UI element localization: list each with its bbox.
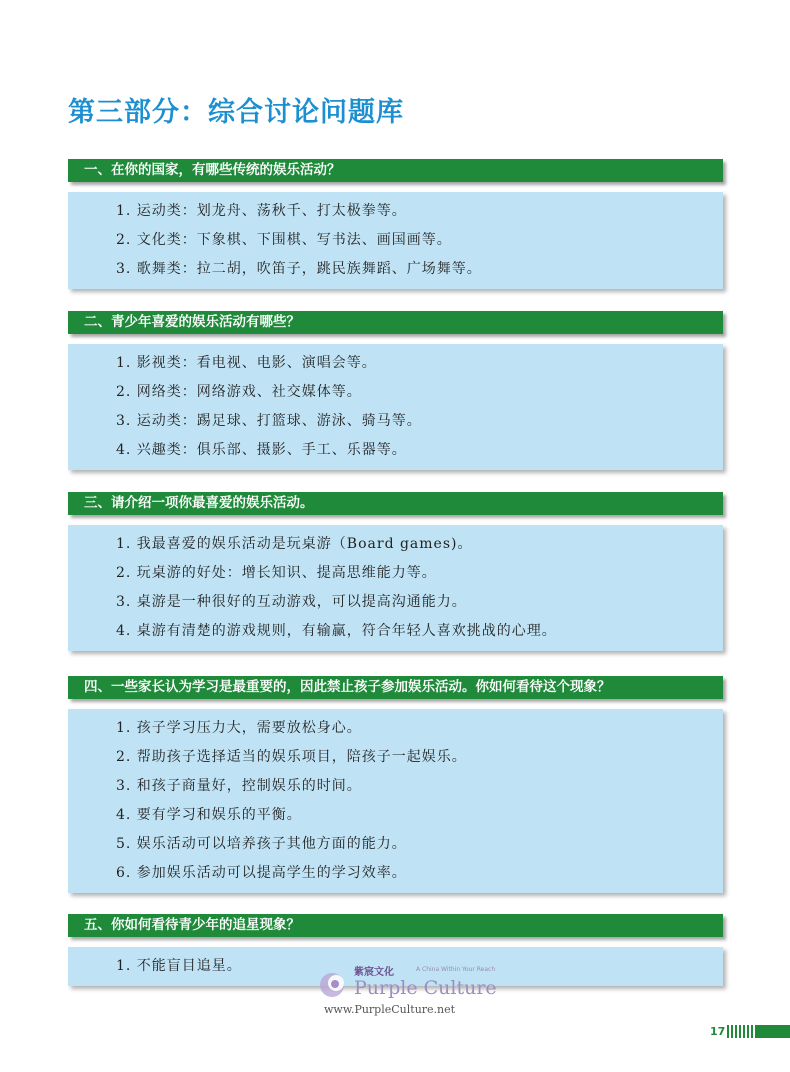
answer-item: 1. 我最喜爱的娱乐活动是玩桌游（Board games)。 xyxy=(116,536,473,552)
page-number: 17 xyxy=(710,1025,726,1038)
answer-item: 4. 兴趣类：俱乐部、摄影、手工、乐器等。 xyxy=(116,442,407,458)
question-heading: 一、在你的国家，有哪些传统的娱乐活动？ xyxy=(68,159,723,182)
answer-item: 2. 网络类：网络游戏、社交媒体等。 xyxy=(116,384,362,400)
question-section-2 xyxy=(68,311,723,470)
question-heading: 四、一些家长认为学习是最重要的，因此禁止孩子参加娱乐活动。你如何看待这个现象？ xyxy=(68,676,723,699)
page-title: 第三部分：综合讨论问题库 xyxy=(68,97,404,128)
answer-item: 3. 歌舞类：拉二胡，吹笛子，跳民族舞蹈、广场舞等。 xyxy=(116,261,482,277)
question-section-3 xyxy=(68,492,723,651)
watermark xyxy=(318,963,548,1023)
answer-item: 3. 和孩子商量好，控制娱乐的时间。 xyxy=(116,778,362,794)
question-section-1 xyxy=(68,159,723,289)
answer-box xyxy=(68,344,723,470)
answer-item: 1. 运动类：划龙舟、荡秋千、打太极拳等。 xyxy=(116,203,407,219)
purple-culture-logo-icon xyxy=(318,967,350,1003)
question-heading: 五、你如何看待青少年的追星现象？ xyxy=(68,914,723,937)
question-heading: 二、青少年喜爱的娱乐活动有哪些？ xyxy=(68,311,723,334)
watermark-url: www.PurpleCulture.net xyxy=(324,1003,456,1016)
answer-item: 1. 孩子学习压力大，需要放松身心。 xyxy=(116,720,362,736)
answer-box xyxy=(68,525,723,651)
watermark-name: Purple Culture xyxy=(354,977,497,999)
answer-item: 6. 参加娱乐活动可以提高学生的学习效率。 xyxy=(116,865,407,881)
page-stripes-decoration xyxy=(727,1025,790,1038)
answer-item: 4. 要有学习和娱乐的平衡。 xyxy=(116,807,302,823)
answer-item: 5. 娱乐活动可以培养孩子其他方面的能力。 xyxy=(116,836,407,852)
answer-item: 1. 影视类：看电视、电影、演唱会等。 xyxy=(116,355,377,371)
answer-box xyxy=(68,709,723,893)
answer-item: 1. 不能盲目追星。 xyxy=(116,958,242,974)
answer-item: 2. 玩桌游的好处：增长知识、提高思维能力等。 xyxy=(116,565,437,581)
answer-box xyxy=(68,192,723,289)
answer-item: 2. 帮助孩子选择适当的娱乐项目，陪孩子一起娱乐。 xyxy=(116,749,467,765)
watermark-chinese: 紫宸文化 xyxy=(354,967,394,978)
answer-item: 2. 文化类：下象棋、下围棋、写书法、画国画等。 xyxy=(116,232,452,248)
answer-item: 3. 桌游是一种很好的互动游戏，可以提高沟通能力。 xyxy=(116,594,467,610)
question-heading: 三、请介绍一项你最喜爱的娱乐活动。 xyxy=(68,492,723,515)
answer-item: 3. 运动类：踢足球、打篮球、游泳、骑马等。 xyxy=(116,413,422,429)
question-section-4 xyxy=(68,676,723,893)
watermark-tagline: A China Within Your Reach xyxy=(416,966,496,973)
answer-item: 4. 桌游有清楚的游戏规则，有输赢，符合年轻人喜欢挑战的心理。 xyxy=(116,623,557,639)
